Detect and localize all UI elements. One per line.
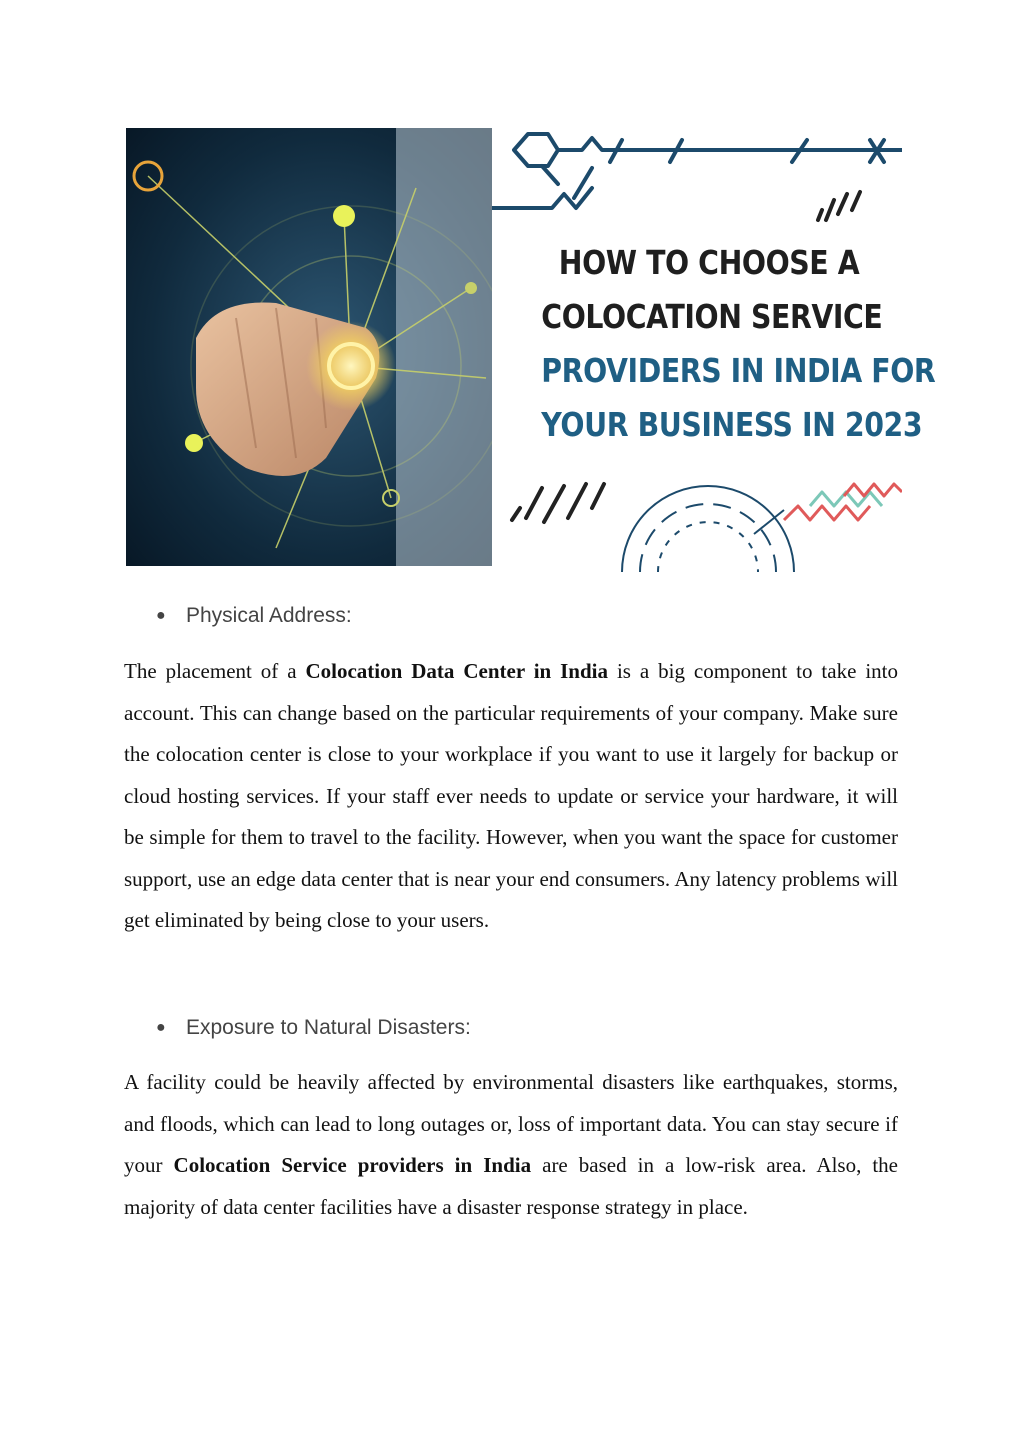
headline-line-2: COLOCATION SERVICE	[541, 297, 883, 336]
section-heading-physical-address	[156, 604, 352, 628]
paragraph-text: The placement of a	[124, 659, 306, 683]
paragraph-text: is a big component to take into account. This can change based on the particular requirements of your company. Make sure the colocation center is close to your workplace if you want to use it largely for backup or cloud hosting services. If your staff ever needs to update or service your hardware, it will be simple for them to travel to the facility. However, when you want the space for customer support, use an edge data center that is near your end consumers. Any latency problems will get eliminated by being close to your users.	[124, 659, 899, 932]
section-heading-text: Exposure to Natural Disasters:	[186, 1016, 471, 1039]
bullet-icon: ●	[156, 607, 166, 624]
headline-line-3: PROVIDERS IN INDIA FOR	[541, 351, 936, 390]
article-banner	[126, 128, 936, 572]
section-heading-natural-disasters	[156, 1016, 471, 1040]
bullet-icon: ●	[156, 1019, 166, 1036]
paragraph-bold-text: Colocation Data Center in India	[305, 659, 609, 683]
paragraph-physical-address	[124, 651, 898, 942]
section-heading-text: Physical Address:	[186, 604, 352, 627]
paragraph-text: A facility could be heavily affected by environmental disasters like earthquakes, storms, and floods, which can lead to long outages or, loss of important data. You can stay secure if your	[124, 1070, 898, 1177]
paragraph-natural-disasters	[124, 1062, 898, 1228]
pointing-hand-network-icon	[126, 128, 492, 566]
headline-line-1: HOW TO CHOOSE A	[558, 243, 860, 282]
banner-headline	[541, 236, 936, 452]
headline-line-4: YOUR BUSINESS IN 2023	[541, 405, 923, 444]
paragraph-text: are based in a low-risk area. Also, the majority of data center facilities have a disaster response strategy in place.	[124, 1153, 899, 1219]
paragraph-bold-text: Colocation Service providers in India	[173, 1153, 532, 1177]
